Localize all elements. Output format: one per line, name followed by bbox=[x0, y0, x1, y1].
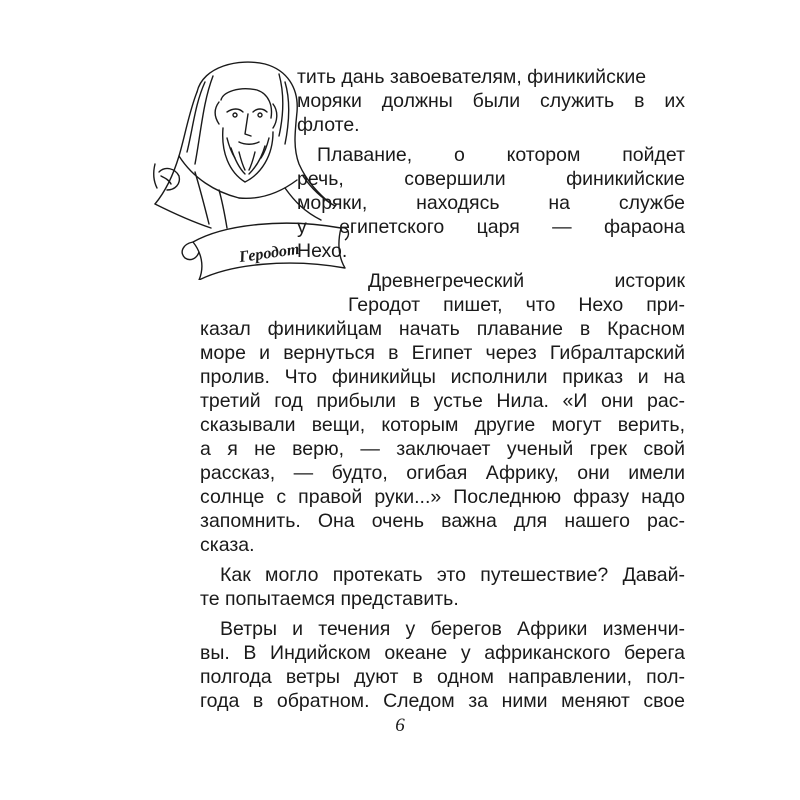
text-line: флоте. bbox=[297, 114, 360, 136]
text-line: Ветры и течения у берегов Африки изменчи- bbox=[220, 618, 685, 640]
text-line: а я не верю, — заключает ученый грек свой bbox=[200, 438, 685, 460]
text-line: речь, совершили финикийские bbox=[297, 168, 685, 190]
text-line: сказа. bbox=[200, 534, 255, 556]
text-line: года в обратном. Следом за ними меняют свое bbox=[200, 690, 685, 712]
text-line: тить дань завоевателям, финикийские bbox=[297, 66, 647, 88]
text-line: полгода ветры дуют в одном направлении, пол- bbox=[200, 666, 685, 688]
text-line: солнце с правой руки...» Последнюю фразу надо bbox=[200, 486, 685, 508]
page-number: 6 bbox=[395, 715, 405, 736]
text-line: пролив. Что финикийцы исполнили приказ и на bbox=[200, 366, 685, 388]
text-line: запомнить. Она очень важна для нашего рас- bbox=[200, 510, 685, 532]
text-line: те попытаемся представить. bbox=[200, 588, 459, 610]
text-line: вы. В Индийском океане у африканского берега bbox=[200, 642, 685, 664]
text-line: моряки должны были служить в их bbox=[297, 90, 685, 112]
text-line: море и вернуться в Египет через Гибралтарский bbox=[200, 342, 685, 364]
text-line: казал финикийцам начать плавание в Красном bbox=[200, 318, 685, 340]
text-line: сказывали вещи, которым другие могут верить, bbox=[200, 414, 685, 436]
text-line: Нехо. bbox=[297, 240, 348, 262]
text-line: моряки, находясь на службе bbox=[297, 192, 685, 214]
text-line: рассказ, — будто, огибая Африку, они имели bbox=[200, 462, 685, 484]
text-line: Плавание, о котором пойдет bbox=[317, 144, 685, 166]
text-line: третий год прибыли в устье Нила. «И они рас- bbox=[200, 390, 685, 412]
text-line: Древнегреческий историк bbox=[368, 270, 685, 292]
herodotus-banner-text: Геродот bbox=[238, 240, 301, 267]
text-line: у египетского царя — фараона bbox=[297, 216, 685, 238]
text-line: Геродот пишет, что Нехо при- bbox=[348, 294, 685, 316]
text-line: Как могло протекать это путешествие? Давай- bbox=[220, 564, 685, 586]
